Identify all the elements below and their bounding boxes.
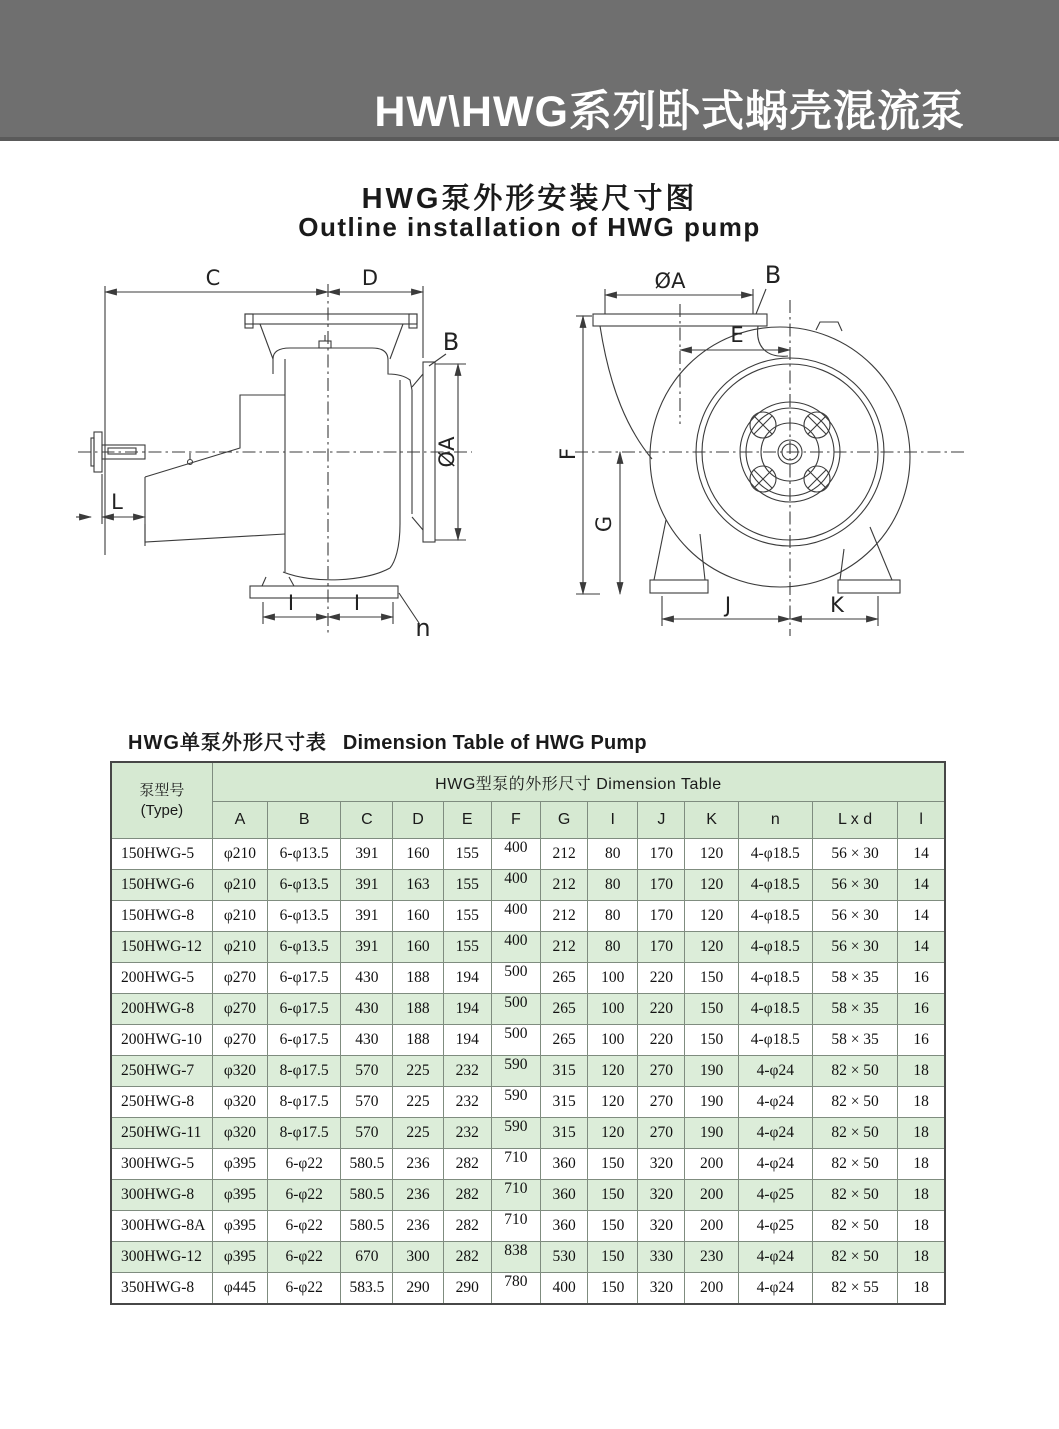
cell-c: 391 [341,839,393,870]
cell-e: 155 [443,839,491,870]
cell-g: 400 [540,1273,587,1305]
cell-a: φ395 [212,1211,267,1242]
column-header-C: C [341,802,393,839]
cell-n: 4-φ18.5 [738,994,812,1025]
cell-type: 150HWG-12 [111,932,212,963]
cell-a: φ270 [212,994,267,1025]
cell-e: 282 [443,1180,491,1211]
table-row [111,1242,945,1273]
dim-label-F: F [556,447,580,461]
cell-a: φ395 [212,1242,267,1273]
cell-type: 200HWG-5 [111,963,212,994]
table-group-header-row [111,762,945,802]
cell-d: 163 [393,870,443,901]
dim-label-G: G [592,515,616,533]
cell-n: 4-φ18.5 [738,963,812,994]
cell-g: 212 [540,901,587,932]
cell-c: 391 [341,870,393,901]
cell-c: 430 [341,963,393,994]
cell-f: 590 [491,1087,540,1118]
cell-f: 400 [491,870,540,901]
cell-d: 188 [393,1025,443,1056]
cell-b: 8-φ17.5 [268,1087,341,1118]
cell-e: 194 [443,963,491,994]
cell-j: 220 [638,963,685,994]
column-header-Lxd: L x d [812,802,897,839]
cell-l: 16 [898,1025,945,1056]
cell-type: 150HWG-6 [111,870,212,901]
cell-b: 6-φ17.5 [268,963,341,994]
cell-n: 4-φ25 [738,1211,812,1242]
cell-c: 391 [341,932,393,963]
cell-f: 500 [491,994,540,1025]
cell-i: 120 [588,1056,638,1087]
cell-e: 282 [443,1149,491,1180]
cell-f: 400 [491,932,540,963]
cell-lxd: 58 × 35 [812,1025,897,1056]
column-header-l: l [898,802,945,839]
cell-l: 18 [898,1056,945,1087]
cell-g: 315 [540,1056,587,1087]
cell-k: 200 [685,1273,738,1305]
cell-b: 6-φ17.5 [268,994,341,1025]
cell-lxd: 58 × 35 [812,994,897,1025]
cell-k: 230 [685,1242,738,1273]
page-banner [0,0,1059,141]
cell-k: 150 [685,1025,738,1056]
cell-l: 18 [898,1118,945,1149]
table-row [111,932,945,963]
cell-c: 580.5 [341,1180,393,1211]
cell-e: 155 [443,901,491,932]
cell-type: 250HWG-8 [111,1087,212,1118]
cell-i: 100 [588,963,638,994]
cell-i: 150 [588,1211,638,1242]
cell-d: 236 [393,1211,443,1242]
cell-e: 155 [443,932,491,963]
cell-i: 80 [588,932,638,963]
cell-lxd: 82 × 50 [812,1242,897,1273]
cell-n: 4-φ18.5 [738,839,812,870]
cell-e: 155 [443,870,491,901]
cell-l: 18 [898,1211,945,1242]
cell-i: 150 [588,1242,638,1273]
table-row [111,1118,945,1149]
cell-lxd: 56 × 30 [812,932,897,963]
side-view-drawing [70,262,480,662]
cell-a: φ395 [212,1180,267,1211]
cell-b: 6-φ13.5 [268,870,341,901]
cell-f: 400 [491,839,540,870]
cell-j: 320 [638,1149,685,1180]
cell-n: 4-φ24 [738,1149,812,1180]
table-row [111,839,945,870]
cell-c: 570 [341,1087,393,1118]
cell-f: 500 [491,963,540,994]
cell-i: 100 [588,1025,638,1056]
table-title-zh: HWG单泵外形尺寸表 [128,732,327,754]
cell-g: 360 [540,1180,587,1211]
cell-k: 190 [685,1118,738,1149]
cell-a: φ210 [212,901,267,932]
table-row [111,901,945,932]
cell-l: 18 [898,1087,945,1118]
cell-n: 4-φ25 [738,1180,812,1211]
table-column-header-row [111,802,945,839]
column-header-I: I [588,802,638,839]
cell-j: 170 [638,839,685,870]
dim-label-D: D [361,266,379,290]
dim-label-B: B [442,328,460,356]
cell-j: 270 [638,1118,685,1149]
cell-b: 6-φ22 [268,1180,341,1211]
column-header-E: E [443,802,491,839]
cell-a: φ320 [212,1056,267,1087]
cell-a: φ270 [212,963,267,994]
cell-l: 18 [898,1242,945,1273]
cell-type: 300HWG-8A [111,1211,212,1242]
cell-k: 120 [685,870,738,901]
section-title-zh: HWG泵外形安装尺寸图 [361,183,698,215]
column-header-G: G [540,802,587,839]
table-row [111,1211,945,1242]
table-row [111,1180,945,1211]
cell-i: 120 [588,1118,638,1149]
cell-n: 4-φ18.5 [738,901,812,932]
cell-n: 4-φ18.5 [738,932,812,963]
cell-j: 270 [638,1087,685,1118]
cell-j: 320 [638,1180,685,1211]
cell-b: 6-φ13.5 [268,932,341,963]
cell-a: φ210 [212,839,267,870]
cell-d: 225 [393,1087,443,1118]
cell-d: 225 [393,1118,443,1149]
dimension-table [110,761,946,1305]
cell-lxd: 82 × 50 [812,1118,897,1149]
cell-d: 236 [393,1149,443,1180]
cell-l: 18 [898,1273,945,1305]
cell-c: 570 [341,1118,393,1149]
cell-lxd: 56 × 30 [812,839,897,870]
column-header-A: A [212,802,267,839]
section-title-en: Outline installation of HWG pump [298,212,761,242]
cell-i: 100 [588,994,638,1025]
table-row [111,963,945,994]
dim-label-J: J [724,593,732,617]
cell-i: 150 [588,1180,638,1211]
cell-l: 16 [898,994,945,1025]
cell-lxd: 82 × 50 [812,1149,897,1180]
cell-d: 160 [393,901,443,932]
dim-label-OA-side: ØA [435,436,459,468]
series-title: HW\HWG系列卧式蜗壳混流泵 [374,87,965,136]
dim-label-B-front: B [764,262,782,289]
cell-i: 150 [588,1273,638,1305]
cell-j: 320 [638,1211,685,1242]
cell-type: 300HWG-12 [111,1242,212,1273]
cell-g: 315 [540,1087,587,1118]
cell-a: φ395 [212,1149,267,1180]
table-row [111,1149,945,1180]
column-header-n: n [738,802,812,839]
cell-k: 150 [685,994,738,1025]
cell-k: 200 [685,1149,738,1180]
cell-i: 150 [588,1149,638,1180]
cell-e: 232 [443,1056,491,1087]
cell-n: 4-φ24 [738,1056,812,1087]
cell-f: 590 [491,1118,540,1149]
cell-j: 170 [638,932,685,963]
cell-c: 583.5 [341,1273,393,1305]
cell-l: 14 [898,932,945,963]
cell-c: 570 [341,1056,393,1087]
cell-n: 4-φ18.5 [738,870,812,901]
cell-a: φ270 [212,1025,267,1056]
cell-k: 190 [685,1087,738,1118]
cell-d: 290 [393,1273,443,1305]
cell-b: 6-φ22 [268,1273,341,1305]
type-header-zh: 泵型号 [139,782,185,799]
cell-n: 4-φ18.5 [738,1025,812,1056]
cell-e: 194 [443,1025,491,1056]
volute-outline [650,327,910,587]
cell-f: 710 [491,1149,540,1180]
cell-b: 6-φ13.5 [268,839,341,870]
cell-c: 430 [341,994,393,1025]
cell-b: 6-φ13.5 [268,901,341,932]
cell-lxd: 56 × 30 [812,870,897,901]
cell-c: 580.5 [341,1149,393,1180]
cell-lxd: 82 × 50 [812,1087,897,1118]
cell-d: 236 [393,1180,443,1211]
cell-type: 200HWG-8 [111,994,212,1025]
cell-e: 282 [443,1242,491,1273]
cell-type: 300HWG-5 [111,1149,212,1180]
cell-j: 220 [638,1025,685,1056]
table-title [128,726,647,755]
cell-g: 530 [540,1242,587,1273]
cell-type: 150HWG-5 [111,839,212,870]
column-header-F: F [491,802,540,839]
cell-i: 80 [588,870,638,901]
cell-lxd: 82 × 50 [812,1180,897,1211]
cell-g: 265 [540,1025,587,1056]
cell-e: 194 [443,994,491,1025]
cell-f: 838 [491,1242,540,1273]
cell-f: 710 [491,1211,540,1242]
cell-j: 170 [638,870,685,901]
cell-f: 590 [491,1056,540,1087]
dim-label-n: n [415,614,431,642]
cell-d: 225 [393,1056,443,1087]
cell-j: 270 [638,1056,685,1087]
cell-n: 4-φ24 [738,1118,812,1149]
dim-label-I1: I [287,591,295,615]
cell-k: 120 [685,839,738,870]
cell-b: 8-φ17.5 [268,1056,341,1087]
cell-d: 160 [393,839,443,870]
cell-c: 670 [341,1242,393,1273]
column-header-D: D [393,802,443,839]
dim-label-I2: I [353,591,361,615]
cell-l: 18 [898,1149,945,1180]
type-column-header [111,762,212,839]
cell-g: 212 [540,870,587,901]
table-title-en: Dimension Table of HWG Pump [342,732,647,754]
cell-j: 320 [638,1273,685,1305]
cell-a: φ320 [212,1118,267,1149]
cell-i: 80 [588,839,638,870]
cell-g: 212 [540,932,587,963]
cell-a: φ210 [212,870,267,901]
cell-e: 282 [443,1211,491,1242]
cell-d: 300 [393,1242,443,1273]
cell-l: 16 [898,963,945,994]
cell-k: 120 [685,901,738,932]
cell-b: 6-φ22 [268,1242,341,1273]
cell-k: 190 [685,1056,738,1087]
column-header-J: J [638,802,685,839]
cell-type: 150HWG-8 [111,901,212,932]
cell-a: φ210 [212,932,267,963]
cell-type: 250HWG-11 [111,1118,212,1149]
cell-type: 350HWG-8 [111,1273,212,1305]
cell-n: 4-φ24 [738,1273,812,1305]
cell-lxd: 82 × 55 [812,1273,897,1305]
cell-e: 232 [443,1087,491,1118]
cell-b: 6-φ22 [268,1149,341,1180]
dim-label-E: E [730,323,744,347]
cell-k: 150 [685,963,738,994]
cell-d: 160 [393,932,443,963]
cell-f: 500 [491,1025,540,1056]
cell-type: 250HWG-7 [111,1056,212,1087]
column-header-K: K [685,802,738,839]
cell-e: 290 [443,1273,491,1305]
cell-f: 710 [491,1180,540,1211]
cell-type: 200HWG-10 [111,1025,212,1056]
cell-n: 4-φ24 [738,1087,812,1118]
table-body [111,839,945,1305]
cell-g: 360 [540,1211,587,1242]
cell-g: 265 [540,994,587,1025]
group-header: HWG型泵的外形尺寸 Dimension Table [212,762,945,802]
cell-f: 780 [491,1273,540,1305]
cell-g: 315 [540,1118,587,1149]
cell-k: 120 [685,932,738,963]
table-row [111,994,945,1025]
cell-i: 120 [588,1087,638,1118]
cell-l: 18 [898,1180,945,1211]
cell-l: 14 [898,901,945,932]
cell-l: 14 [898,839,945,870]
cell-a: φ320 [212,1087,267,1118]
cell-lxd: 82 × 50 [812,1056,897,1087]
cell-i: 80 [588,901,638,932]
cell-a: φ445 [212,1273,267,1305]
leader-B-front [756,289,766,314]
cell-g: 265 [540,963,587,994]
column-header-B: B [268,802,341,839]
cell-j: 220 [638,994,685,1025]
table-row [111,1087,945,1118]
dim-label-L: L [111,490,123,514]
cell-d: 188 [393,994,443,1025]
cell-b: 6-φ22 [268,1211,341,1242]
cell-lxd: 82 × 50 [812,1211,897,1242]
cell-k: 200 [685,1211,738,1242]
cell-n: 4-φ24 [738,1242,812,1273]
dim-label-K: K [830,593,844,617]
dim-label-OA-front: ØA [654,269,686,293]
table-row [111,1056,945,1087]
cell-g: 360 [540,1149,587,1180]
dim-label-C: C [205,266,221,290]
table-row [111,1025,945,1056]
cell-j: 330 [638,1242,685,1273]
cell-c: 580.5 [341,1211,393,1242]
cell-d: 188 [393,963,443,994]
cell-g: 212 [540,839,587,870]
table-row [111,870,945,901]
cell-j: 170 [638,901,685,932]
cell-c: 430 [341,1025,393,1056]
cell-f: 400 [491,901,540,932]
front-view-drawing [540,262,970,662]
cell-l: 14 [898,870,945,901]
table-row [111,1273,945,1305]
cell-lxd: 58 × 35 [812,963,897,994]
cell-lxd: 56 × 30 [812,901,897,932]
cell-b: 8-φ17.5 [268,1118,341,1149]
cell-type: 300HWG-8 [111,1180,212,1211]
cell-b: 6-φ17.5 [268,1025,341,1056]
cell-e: 232 [443,1118,491,1149]
cell-c: 391 [341,901,393,932]
type-header-en: (Type) [140,801,184,819]
cell-k: 200 [685,1180,738,1211]
